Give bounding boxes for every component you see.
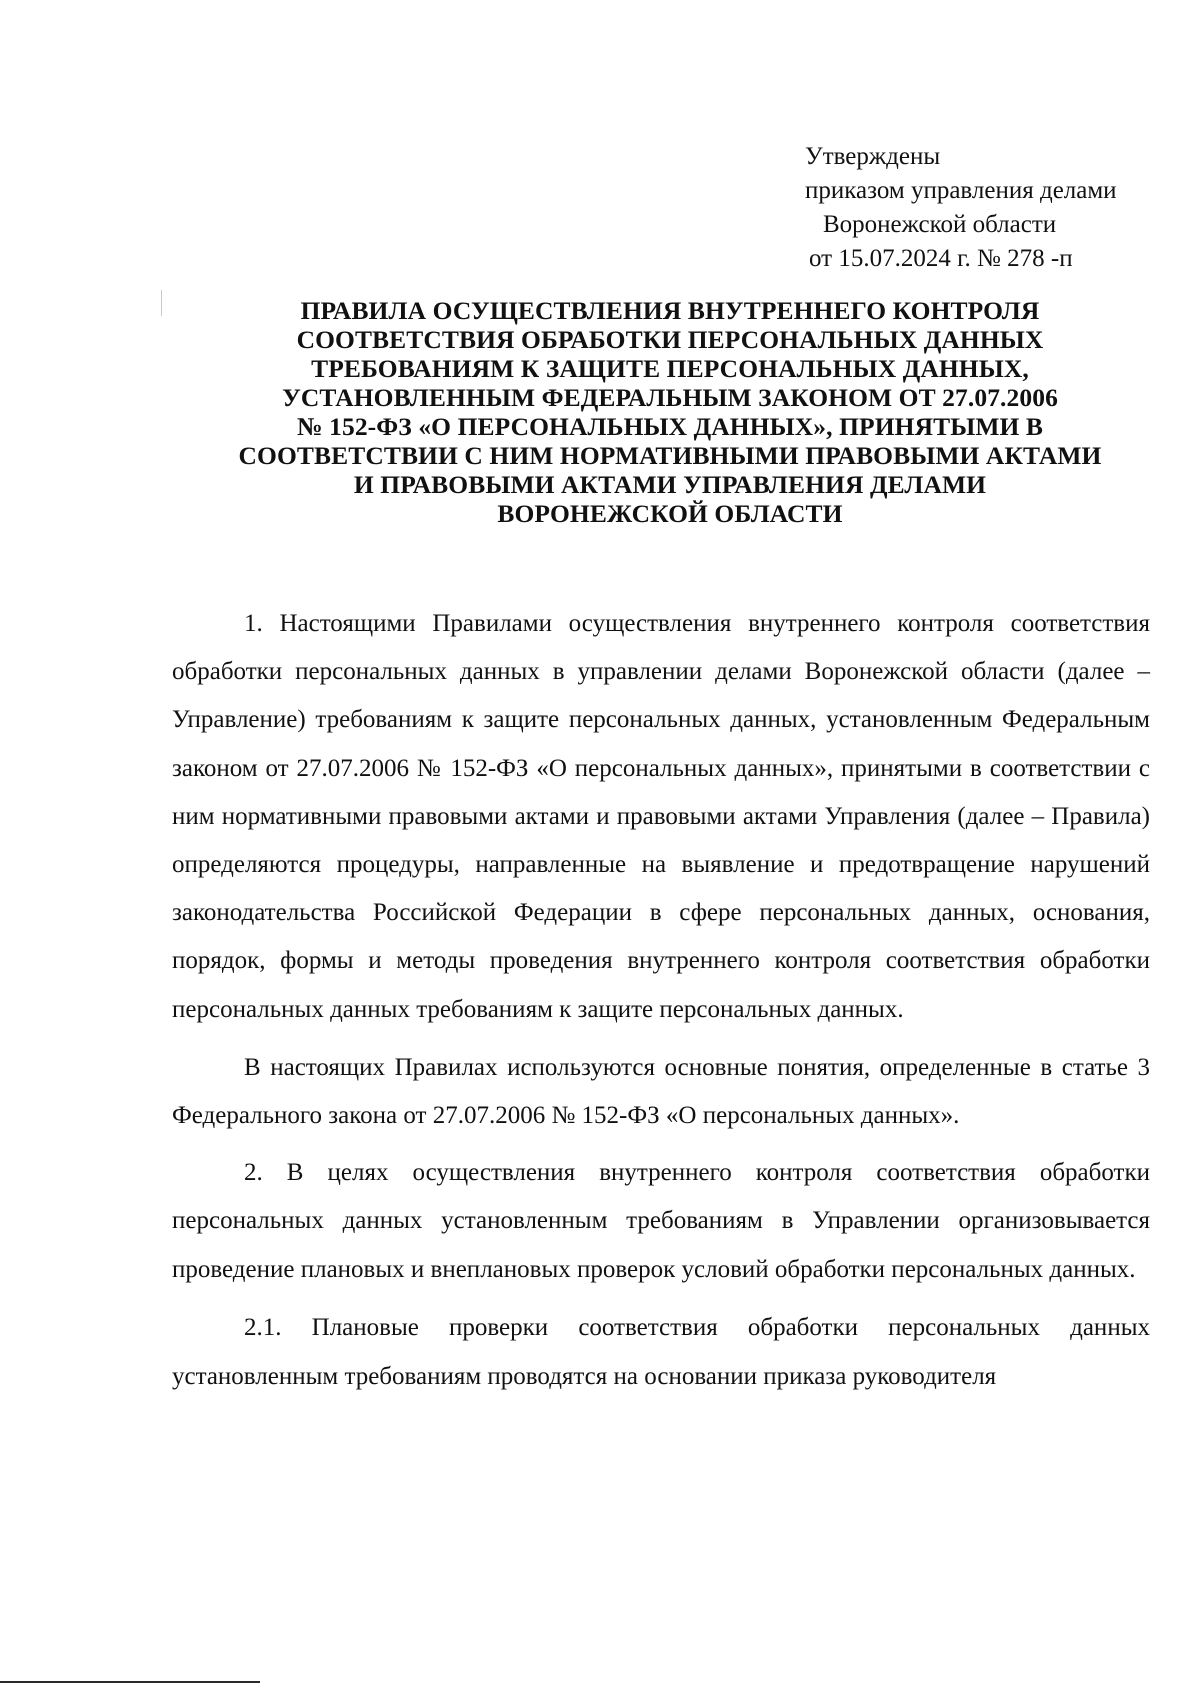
footer-rule: [0, 1681, 260, 1683]
title-line: ВОРОНЕЖСКОЙ ОБЛАСТИ: [497, 499, 843, 528]
approval-line: Воронежской области: [823, 211, 1057, 238]
paragraph: 1. Настоящими Правилами осуществления внутреннего контроля соответствия обработки персональных данных в управлении делами Воронежской области (далее – Управление) требованиям к защите персональных данных, установленным Федеральным законом от 27.07.2006 № 152-ФЗ «О персональных данных», принятыми в соответствии с ним нормативными правовыми актами и правовыми актами Управления (далее – Правила) определяются процедуры, направленные на выявление и предотвращение нарушений законодательства Российской Федерации в сфере персональных данных, основания, порядок, формы и методы проведения внутреннего контроля соответствия обработки персональных данных требованиям к защите персональных данных.: [172, 610, 1150, 1023]
paragraph: В настоящих Правилах используются основные понятия, определенные в статье 3 Федерального закона от 27.07.2006 № 152-ФЗ «О персональных данных».: [172, 1053, 1150, 1130]
document-body: [172, 600, 1150, 1401]
title-line: СООТВЕТСТВИИ С НИМ НОРМАТИВНЫМИ ПРАВОВЫМИ АКТАМИ: [238, 441, 1102, 470]
scan-artifact: [161, 290, 162, 316]
approval-line: приказом управления делами: [805, 177, 1117, 204]
title-line: СООТВЕТСТВИЯ ОБРАБОТКИ ПЕРСОНАЛЬНЫХ ДАННЫХ: [296, 325, 1044, 354]
document-title: [170, 296, 1170, 528]
approval-stamp: [805, 140, 1117, 276]
title-line: УСТАНОВЛЕННЫМ ФЕДЕРАЛЬНЫМ ЗАКОНОМ ОТ 27.07.2006: [282, 383, 1058, 412]
approval-line: от 15.07.2024 г. № 278 -п: [809, 245, 1073, 272]
title-line: И ПРАВОВЫМИ АКТАМИ УПРАВЛЕНИЯ ДЕЛАМИ: [353, 470, 987, 499]
paragraph: 2.1. Плановые проверки соответствия обработки персональных данных установленным требованиям проводятся на основании приказа руководителя: [172, 1314, 1150, 1390]
title-line: ПРАВИЛА ОСУЩЕСТВЛЕНИЯ ВНУТРЕННЕГО КОНТРОЛЯ: [300, 296, 1040, 325]
title-line: № 152-ФЗ «О ПЕРСОНАЛЬНЫХ ДАННЫХ», ПРИНЯТЫМИ В: [296, 412, 1044, 441]
approval-line: Утверждены: [805, 143, 941, 170]
paragraph: 2. В целях осуществления внутреннего контроля соответствия обработки персональных данных установленным требованиям в Управлении организовывается проведение плановых и внеплановых проверок условий обработки персональных данных.: [172, 1158, 1150, 1283]
title-line: ТРЕБОВАНИЯМ К ЗАЩИТЕ ПЕРСОНАЛЬНЫХ ДАННЫХ,: [311, 354, 1029, 383]
